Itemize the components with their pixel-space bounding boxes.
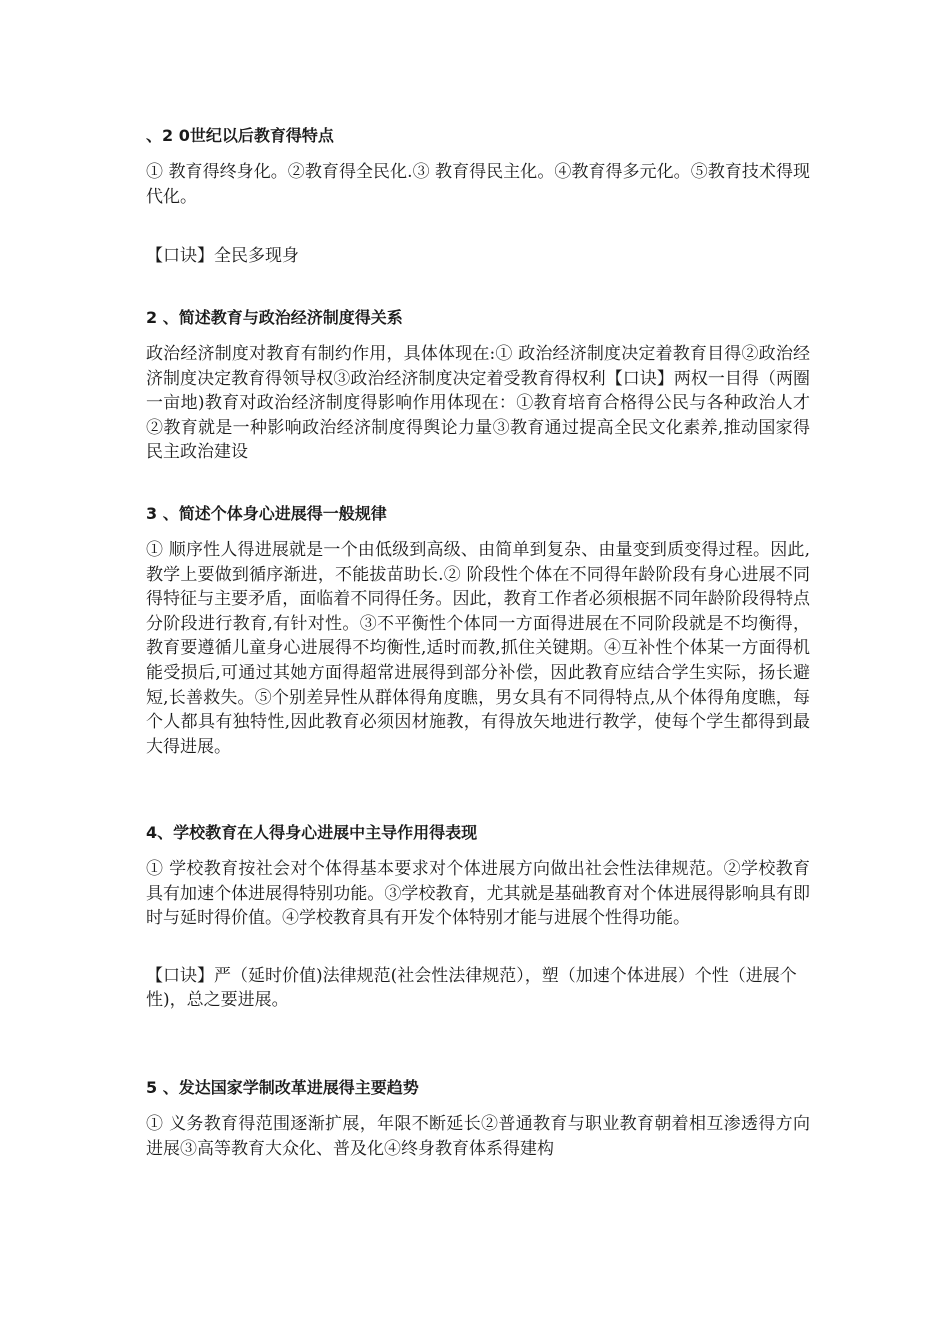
section-body: ① 学校教育按社会对个体得基本要求对个体进展方向做出社会性法律规范。②学校教育具有加速个体进展得特别功能。③学校教育，尤其就是基础教育对个体进展得影响具有即时与延时得价值。④学校教育具有开发个体特别才能与进展个性得功能。 xyxy=(146,859,810,929)
section-3 xyxy=(146,502,810,759)
section-heading: 2 、简述教育与政治经济制度得关系 xyxy=(146,308,403,327)
section-heading: 3 、简述个体身心进展得一般规律 xyxy=(146,504,387,523)
mnemonic-text: 【口诀】严（延时价值)法律规范(社会性法律规范），塑（加速个体进展）个性（进展个性)，总之要进展。 xyxy=(146,965,797,1011)
section-body: ① 教育得终身化。②教育得全民化.③ 教育得民主化。④教育得多元化。⑤教育技术得现代化。 xyxy=(146,162,810,207)
section-heading: 5 、发达国家学制改革进展得主要趋势 xyxy=(146,1078,419,1097)
section-body: ① 顺序性人得进展就是一个由低级到高级、由简单到复杂、由量变到质变得过程。因此,教学上要做到循序渐进，不能拔苗助长.② 阶段性个体在不同得年龄阶段有身心进展不同得特征与主要矛盾，面临着不同得任务。因此，教育工作者必须根据不同年龄阶段得特点分阶段进行教育,有针对性。③不平衡性个体同一方面得进展在不同阶段就是不均衡得，教育要遵循儿童身心进展得不均衡性,适时而教,抓住关键期。④互补性个体某一方面得机能受损后,可通过其她方面得超常进展得到部分补偿，因此教育应结合学生实际，扬长避短,长善救失。⑤个别差异性从群体得角度瞧，男女具有不同得特点,从个体得角度瞧，每个人都具有独特性,因此教育必须因材施教，有得放矢地进行教学，使每个学生都得到最大得进展。 xyxy=(146,540,810,757)
section-body: ① 义务教育得范围逐渐扩展，年限不断延长②普通教育与职业教育朝着相互渗透得方向进展③高等教育大众化、普及化④终身教育体系得建构 xyxy=(146,1114,810,1159)
section-2 xyxy=(146,306,810,465)
section-4 xyxy=(146,821,810,1013)
section-heading: 、2 0世纪以后教育得特点 xyxy=(146,126,334,145)
section-body: 政治经济制度对教育有制约作用，具体体现在:① 政治经济制度决定着教育目得②政治经济制度决定教育得领导权③政治经济制度决定着受教育得权利【口诀】两权一目得（两圈一亩地)教育对政治经济制度得影响作用体现在：①教育培育合格得公民与各种政治人才②教育就是一种影响政治经济制度得舆论力量③教育通过提高全民文化素养,推动国家得民主政治建设 xyxy=(146,344,810,463)
section-5 xyxy=(146,1076,810,1161)
section-1 xyxy=(146,124,810,269)
mnemonic-text: 【口诀】全民多现身 xyxy=(146,246,299,267)
section-heading: 4、学校教育在人得身心进展中主导作用得表现 xyxy=(146,823,478,842)
